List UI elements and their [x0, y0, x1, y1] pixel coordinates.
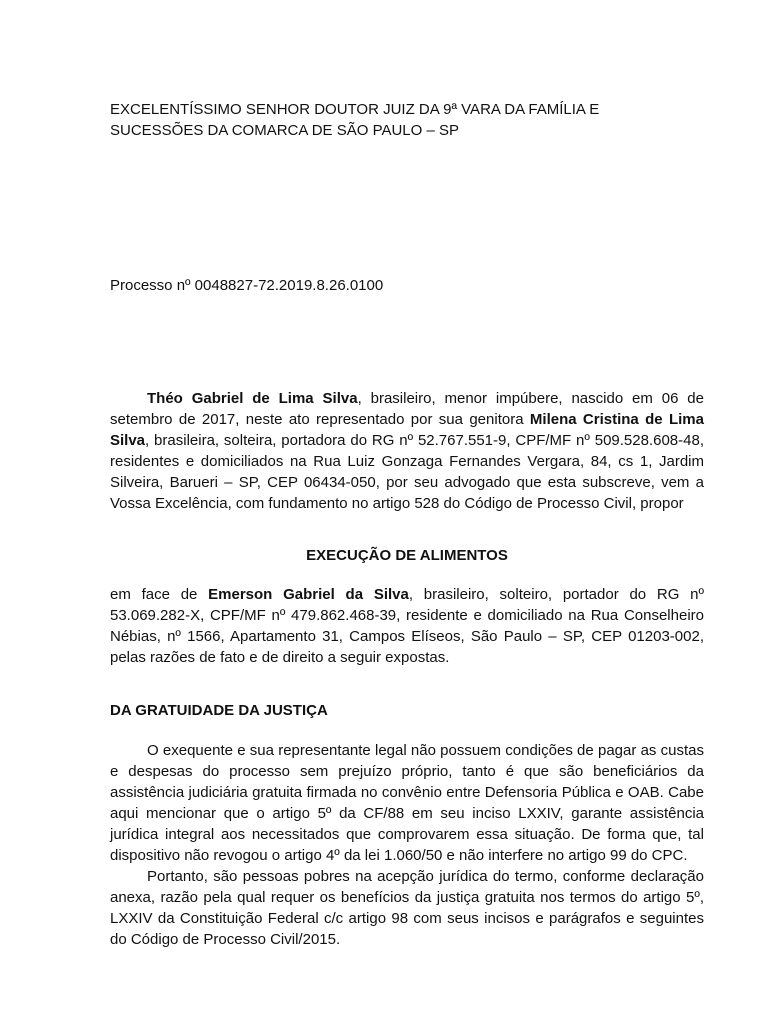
process-number: Processo nº 0048827-72.2019.8.26.0100: [110, 277, 384, 294]
intro-text-1: , brasileiro, menor impúbere, nascido em 06 de setembro de 2017, neste ato representado por sua genitora: [110, 390, 704, 428]
intro-paragraph: [110, 388, 704, 514]
heading-line-1: EXCELENTÍSSIMO SENHOR DOUTOR JUIZ DA 9ª VARA DA FAMÍLIA E: [110, 101, 600, 118]
mother-name: Milena Cristina de Lima Silva: [110, 411, 704, 449]
document-title: EXECUÇÃO DE ALIMENTOS: [306, 547, 508, 564]
heading-line-2: SUCESSÕES DA COMARCA DE SÃO PAULO – SP: [110, 122, 459, 139]
defendant-name: Emerson Gabriel da Silva: [208, 586, 409, 603]
paragraph: O exequente e sua representante legal não possuem condições de pagar as custas e despesas do processo sem prejuízo próprio, tanto é que são beneficiários da assistência judiciária gratuita firmada no convênio entre Defensoria Pública e OAB. Cabe aqui mencionar que o artigo 5º da CF/88 em seu inciso LXXIV, garante assistência jurídica integral aos necessitados que comprovarem essa situação. De forma que, tal dispositivo não revogou o artigo 4º da lei 1.060/50 e não interfere no artigo 99 do CPC.: [110, 742, 704, 864]
paragraph: Portanto, são pessoas pobres na acepção jurídica do termo, conforme declaração anexa, razão pela qual requer os benefícios da justiça gratuita nos termos do artigo 5º, LXXIV da Constituição Federal c/c artigo 98 com seus incisos e parágrafos e seguintes do Código de Processo Civil/2015.: [110, 868, 704, 948]
party-text: , brasileiro, solteiro, portador do RG nº 53.069.282-X, CPF/MF nº 479.862.468-39, residente e domiciliado na Rua Conselheiro Nébias, nº 1566, Apartamento 31, Campos Elíseos, São Paulo – SP, CEP 01203-002, pelas razões de fato e de direito a seguir expostas.: [110, 586, 704, 666]
section-body: [110, 740, 704, 950]
section-title: DA GRATUIDADE DA JUSTIÇA: [110, 702, 328, 719]
document-page: [110, 0, 704, 1024]
child-name: Théo Gabriel de Lima Silva: [147, 390, 358, 407]
party-prefix: em face de: [110, 586, 209, 603]
defendant-paragraph: [110, 584, 704, 668]
court-address-heading: [110, 99, 704, 141]
intro-text-2: , brasileira, solteira, portadora do RG nº 52.767.551-9, CPF/MF nº 509.528.608-48, residentes e domiciliados na Rua Luiz Gonzaga Fernandes Vergara, 84, cs 1, Jardim Silveira, Barueri – SP, CEP 06434-050, por seu advogado que esta subscreve, vem a Vossa Excelência, com fundamento no artigo 528 do Código de Processo Civil, propor: [110, 432, 704, 512]
